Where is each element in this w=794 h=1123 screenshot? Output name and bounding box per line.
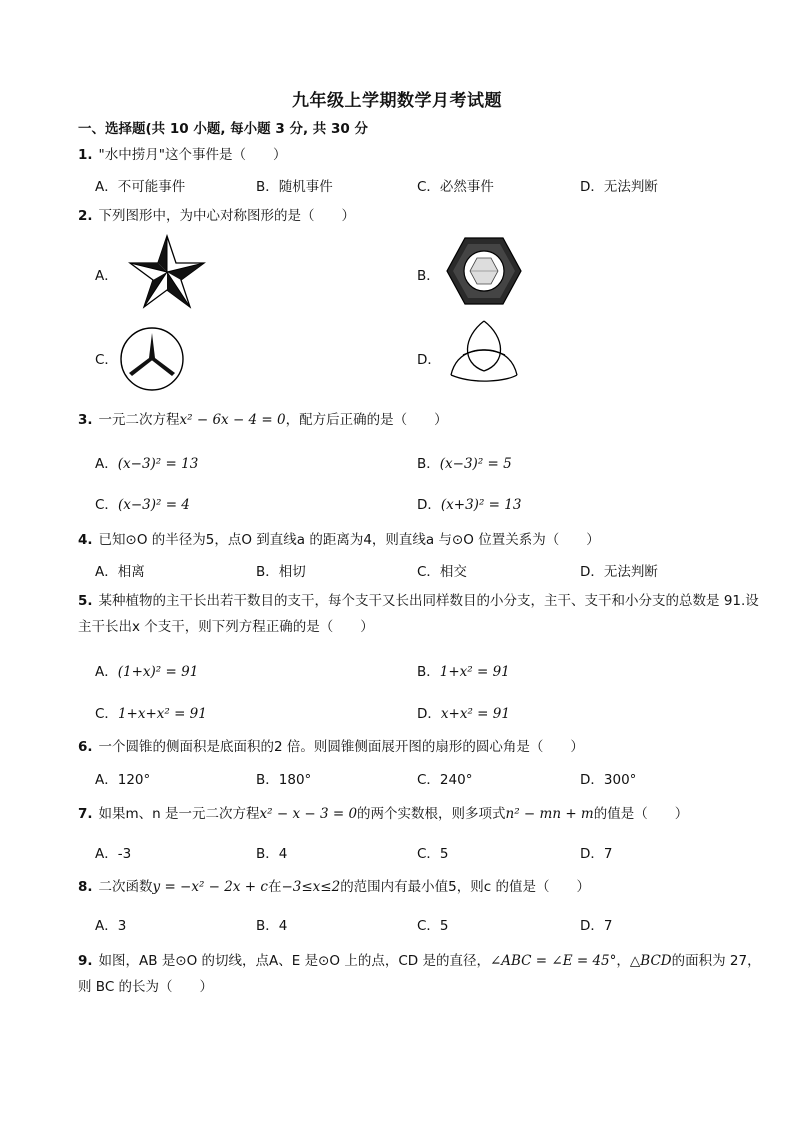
question-2 [78,206,778,226]
option-d[interactable]: D． [417,352,441,368]
option-c[interactable]: C．必然事件 [417,179,494,195]
question-number: 9. [78,953,93,969]
question-number: 7. [78,806,93,822]
question-text: 在 [267,879,282,895]
question-text: ，配方后正确的是（ ） [285,412,448,428]
question-5 [78,588,768,640]
expression: n² − mn + m [505,806,594,822]
angle-expression: ∠ABC = ∠E = 45° [489,953,617,969]
option-a[interactable]: A．-3 [95,846,132,862]
question-text: 的范围内有最小值5，则c 的值是（ ） [340,879,590,895]
option-d[interactable]: D．7 [580,918,613,934]
option-a[interactable]: A． [95,268,118,284]
option-b[interactable]: B．4 [256,846,288,862]
option-b[interactable]: B．4 [256,918,288,934]
option-c[interactable]: C．5 [417,918,449,934]
option-math: (x−3)² = 13 [117,456,199,472]
option-math: (x−3)² = 4 [117,497,190,513]
question-6 [78,737,778,757]
option-a[interactable]: A．120° [95,772,151,788]
option-c[interactable]: C．240° [417,772,473,788]
question-number: 6. [78,739,93,755]
option-b[interactable]: B． [417,268,440,284]
question-number: 2. [78,208,93,224]
question-text: 一个圆锥的侧面积是底面积的2 倍。则圆锥侧面展开图的扇形的圆心角是（ ） [98,739,584,755]
triquetra-figure[interactable] [447,319,521,385]
option-math: (x+3)² = 13 [440,497,522,513]
hexagon-figure[interactable] [446,236,522,306]
option-math: 1+x² = 91 [439,664,510,680]
question-text: 下列图形中，为中心对称图形的是（ ） [98,208,356,224]
option-d[interactable]: D．(x+3)² = 13 [417,497,522,513]
question-number: 3. [78,412,93,428]
section-heading: 一、选择题(共 10 小题, 每小题 3 分, 共 30 分 [78,121,368,137]
option-d[interactable]: D．无法判断 [580,564,658,580]
option-math: (x−3)² = 5 [439,456,512,472]
question-text: 一元二次方程 [98,412,180,428]
option-a[interactable]: A．相离 [95,564,145,580]
page-title: 九年级上学期数学月考试题 [292,91,502,111]
question-text: 某种植物的主干长出若干数目的支干，每个支干又长出同样数目的小分支，主干、支干和小分支的总数是 91.设主干长出x 个支干，则下列方程正确的是（ ） [78,593,759,635]
question-9 [78,948,768,1000]
question-4 [78,530,778,550]
triangle-expression: △BCD [629,953,672,969]
option-math: 1+x+x² = 91 [117,706,207,722]
option-a[interactable]: A．3 [95,918,127,934]
option-c[interactable]: C．相交 [417,564,467,580]
question-text: "水中捞月"这个事件是（ ） [98,147,287,163]
option-d[interactable]: D．无法判断 [580,179,658,195]
circle-spokes-figure[interactable] [118,325,186,393]
option-d[interactable]: D．7 [580,846,613,862]
question-number: 4. [78,532,93,548]
question-text: ， [616,953,630,969]
option-c[interactable]: C．1+x+x² = 91 [95,706,207,722]
option-b[interactable]: B．随机事件 [256,179,333,195]
option-a[interactable]: A．(x−3)² = 13 [95,456,199,472]
question-1 [78,145,778,165]
option-c[interactable]: C．(x−3)² = 4 [95,497,190,513]
option-a[interactable]: A．(1+x)² = 91 [95,664,199,680]
option-b[interactable]: B．(x−3)² = 5 [417,456,512,472]
option-a[interactable]: A．不可能事件 [95,179,186,195]
question-text: 的值是（ ） [593,806,689,822]
option-d[interactable]: D．x+x² = 91 [417,706,510,722]
option-c[interactable]: C．5 [417,846,449,862]
question-number: 1. [78,147,93,163]
option-d[interactable]: D．300° [580,772,637,788]
question-text: 的面积为 27，则 BC 的长为（ ） [78,953,761,995]
question-number: 8. [78,879,93,895]
star-figure[interactable] [128,234,206,310]
option-b[interactable]: B．相切 [256,564,306,580]
question-3 [78,410,778,430]
question-text: 已知⊙O 的半径为5，点O 到直线a 的距离为4，则直线a 与⊙O 位置关系为（ ） [98,532,600,548]
option-math: x+x² = 91 [440,706,510,722]
question-text: 如果m、n 是一元二次方程 [98,806,260,822]
question-text: 二次函数 [98,879,153,895]
question-text: 的两个实数根，则多项式 [357,806,506,822]
option-math: (1+x)² = 91 [117,664,199,680]
equation: x² − 6x − 4 = 0 [179,412,286,428]
option-b[interactable]: B．1+x² = 91 [417,664,510,680]
range-expression: −3≤x≤2 [281,879,341,895]
option-b[interactable]: B．180° [256,772,312,788]
question-7 [78,804,778,824]
question-8 [78,877,778,897]
question-text: 如图，AB 是⊙O 的切线，点A、E 是⊙O 上的点，CD 是的直径， [98,953,490,969]
equation: x² − x − 3 = 0 [259,806,358,822]
function-expression: y = −x² − 2x + c [152,879,268,895]
option-c[interactable]: C． [95,352,118,368]
question-number: 5. [78,593,93,609]
